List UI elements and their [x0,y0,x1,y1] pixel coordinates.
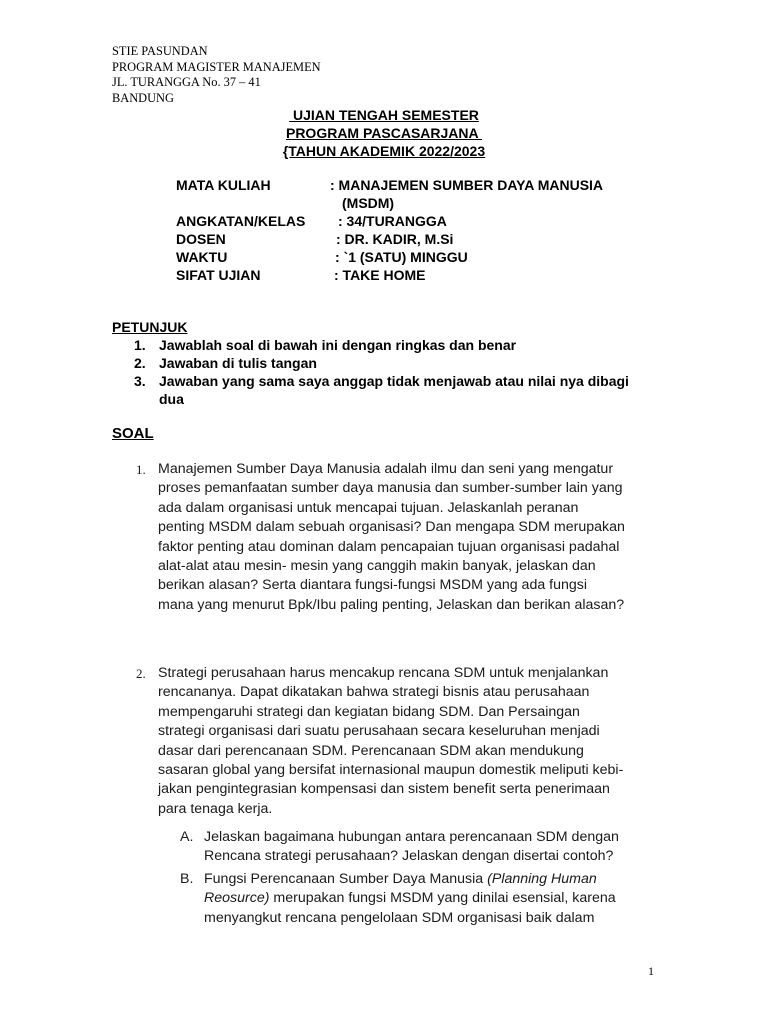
question-line: dasar dari perencanaan SDM. Perencanaan SDM akan mendukung [158,742,584,759]
page-number: 1 [648,964,654,978]
instruction-item [112,336,629,354]
exam-program: PROGRAM PASCASARJANA [285,125,482,141]
info-value: : MANAJEMEN SUMBER DAYA MANUSIA [330,177,604,193]
questions-heading: SOAL [112,425,154,442]
subquestion-text [204,828,656,867]
question-line: mempengaruhi strategi dan kegiatan bidang SDM. Dan Persaingan [158,703,580,720]
question-line: mana yang menurut Bpk/Ibu paling penting, Jelaskan dan berikan alasan? [158,596,625,613]
info-key: WAKTU [176,249,228,265]
question-line: ada dalam organisasi untuk mencapai tujuan. Jelaskanlah peranan [158,499,579,516]
info-value: : DR. KADIR, M.Si [336,231,454,247]
question-line: para tenaga kerja. [158,800,273,817]
exam-academic-year: {TAHUN AKADEMIK 2022/2023 [282,143,486,159]
info-key: ANGKATAN/KELAS [176,213,306,229]
question-line: strategi organisasi dari suatu perusahaan secara keseluruhan menjadi [158,723,600,740]
subquestion-italic-term: (Planning Human [487,871,597,887]
question-line: sasaran global yang bersifat internasional maupun domestik meliputi kebi- [158,762,624,779]
exam-title: UJIAN TENGAH SEMESTER [289,107,479,123]
subquestion-line [204,870,656,889]
instruction-item [112,354,629,372]
subquestion-italic-term: Reosurce) [204,890,270,907]
exam-title-block [200,106,568,160]
question-line: proses pemanfaatan sumber daya manusia dan sumber-sumber lain yang [158,480,623,497]
info-value: : 34/TURANGGA [338,213,447,229]
instruction-number: 1. [134,337,146,353]
instruction-text: Jawaban di tulis tangan [159,355,317,371]
instruction-text: Jawaban yang sama saya anggap tidak menjawab atau nilai nya dibagi dua [159,373,629,407]
institution-city: BANDUNG [112,90,174,105]
institution-address: JL. TURANGGA No. 37 – 41 [112,75,261,90]
question-text [158,664,652,819]
info-key: MATA KULIAH [176,177,271,193]
instructions-section [112,318,629,408]
instruction-item [112,372,629,408]
program-name: PROGRAM MAGISTER MANAJEMEN [112,59,321,74]
question-number: 1. [136,462,146,477]
info-key: DOSEN [176,231,226,247]
question-line: alat-alat atau mesin- mesin yang canggih makin banyak, jelaskan dan [158,558,596,575]
info-key: SIFAT UJIAN [176,267,261,283]
instruction-number: 2. [134,355,146,371]
institution-name: STIE PASUNDAN [112,44,208,58]
subquestion-line: Jelaskan bagaimana hubungan antara perencanaan SDM dengan [204,829,619,845]
info-value: : `1 (SATU) MINGGU [335,249,468,265]
subquestion-line: menyangkut rencana pengelolaan SDM organisasi baik dalam [204,909,595,926]
subquestion-text-part: merupakan fungsi MSDM yang dinilai esensial, karena [269,890,616,907]
question-line: faktor penting atau dominan dalam pencapaian tujuan organisasi padahal [158,538,620,555]
question-number: 2. [136,666,146,681]
question-line: rencananya. Dapat dikatakan bahwa strategi bisnis atau perusahaan [158,684,590,701]
question-line: jakan pengintegrasian kompensasi dan sistem benefit serta penerimaan [158,781,610,798]
instruction-text: Jawablah soal di bawah ini dengan ringkas dan benar [159,337,517,353]
instruction-number: 3. [134,373,146,389]
subquestion-label: B. [180,871,194,887]
question-line: Strategi perusahaan harus mencakup rencana SDM untuk menjalankan [158,665,609,681]
info-value: (MSDM) [342,195,395,211]
instructions-heading: PETUNJUK [112,319,188,335]
question-line: Manajemen Sumber Daya Manusia adalah ilmu dan seni yang mengatur [158,461,614,477]
question-text [158,460,652,615]
question-line: penting MSDM dalam sebuah organisasi? Dan mengapa SDM merupakan [158,519,625,536]
info-value: : TAKE HOME [334,267,426,283]
subquestion-label: A. [180,829,194,845]
subquestion-line: Rencana strategi perusahaan? Jelaskan dengan disertai contoh? [204,848,614,865]
question-line: berikan alasan? Serta diantara fungsi-fungsi MSDM yang ada fungsi [158,577,588,594]
institution-header [112,44,321,106]
subquestion-text-part: Fungsi Perencanaan Sumber Daya Manusia [204,871,488,887]
subquestion-text [204,870,656,928]
subquestion-line [204,889,656,908]
